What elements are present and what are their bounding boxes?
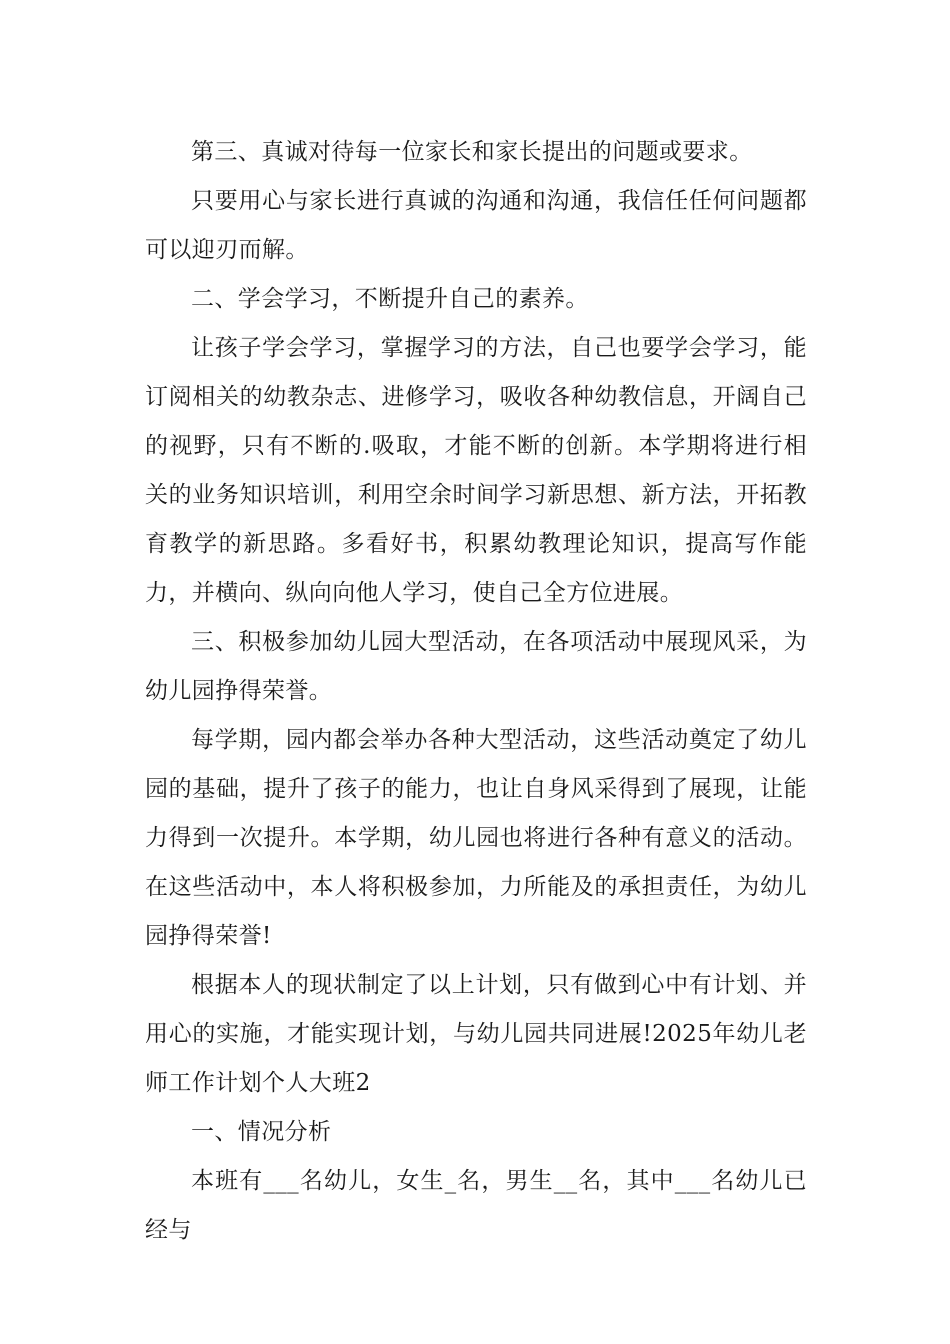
- section-heading: 一、情况分析: [191, 1119, 332, 1145]
- paragraph: 根据本人的现状制定了以上计划，只有做到心中有计划、并用心的实施，才能实现计划，与幼儿园共同进展!2025年幼儿老师工作计划个人大班2: [145, 972, 807, 1096]
- section-heading: 三、积极参加幼儿园大型活动，在各项活动中展现风采，为幼儿园挣得荣誉。: [145, 629, 807, 704]
- document-body: [145, 128, 807, 1255]
- paragraph: 只要用心与家长进行真诚的沟通和沟通，我信任任何问题都可以迎刃而解。: [145, 188, 807, 263]
- paragraph: 让孩子学会学习，掌握学习的方法，自己也要学会学习，能订阅相关的幼教杂志、进修学习，吸收各种幼教信息，开阔自己的视野，只有不断的.吸取，才能不断的创新。本学期将进行相关的业务知识培训，利用空余时间学习新思想、新方法，开拓教育教学的新思路。多看好书，积累幼教理论知识，提高写作能力，并横向、纵向向他人学习，使自己全方位进展。: [145, 335, 807, 606]
- paragraph: 第三、真诚对待每一位家长和家长提出的问题或要求。: [191, 139, 753, 165]
- section-heading: 二、学会学习，不断提升自己的素养。: [191, 286, 589, 312]
- paragraph: 本班有___名幼儿，女生_名，男生__名，其中___名幼儿已经与: [145, 1168, 807, 1243]
- paragraph: 每学期，园内都会举办各种大型活动，这些活动奠定了幼儿园的基础，提升了孩子的能力，也让自身风采得到了展现，让能力得到一次提升。本学期，幼儿园也将进行各种有意义的活动。在这些活动中，本人将积极参加，力所能及的承担责任，为幼儿园挣得荣誉!: [145, 727, 807, 949]
